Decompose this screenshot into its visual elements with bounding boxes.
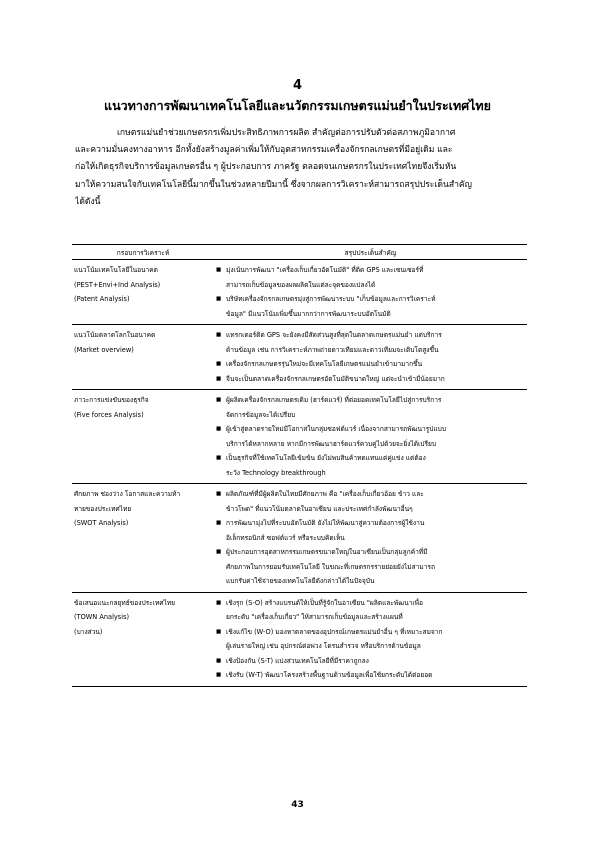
framework-label: ทายของประเทศไทย: [74, 504, 132, 513]
framework-label: (SWOT Analysis): [74, 519, 129, 527]
key-point-text: บริการได้หลากหลาย หากมีการพัฒนาฮาร์ดแวร์ควบคู่ไปด้วยจะยิ่งได้เปรียบ: [226, 439, 437, 448]
square-bullet-icon: ■: [216, 628, 222, 635]
framework-label: (บางส่วน): [74, 627, 103, 636]
table-row: [72, 484, 527, 593]
square-bullet-icon: ■: [216, 672, 222, 678]
square-bullet-icon: ■: [216, 296, 222, 302]
key-point-item: [216, 668, 527, 683]
key-point-text: ศักยภาพในการยอมรับเทคโนโลยี ในขณะที่เกษตรกรรายย่อยยังไม่สามารถ: [226, 562, 435, 571]
key-point-text: เชิงรุก (S-O) สร้างแบรนด์ให้เป็นที่รู้จักในอาเซียน "ผลิตและพัฒนาเพื่อ: [226, 598, 423, 607]
key-point-text: ข้อมูล" มีแนวโน้มเพิ่มขึ้นมากกว่าการพัฒนาระบบอัตโนมัติ: [226, 309, 391, 318]
key-point-item: [216, 328, 527, 357]
key-point-text: ผลิตภัณฑ์ที่มีผู้ผลิตในไทยมีศักยภาพ คือ "เครื่องเก็บเกี่ยวอ้อย ข้าว และ: [226, 490, 424, 498]
framework-label: (PEST+Envi+Ind Analysis): [74, 280, 161, 289]
key-point-text: อิเล็กทรอนิกส์ ซอฟต์แวร์ หรือระบบคิดเห็น: [226, 533, 345, 542]
key-point-text: ข้าวโพด" ที่แนวโน้มตลาดในอาเซียน และประเทศกำลังพัฒนาอื่นๆ: [226, 504, 413, 513]
framework-label: ข้อเสนอแนะกลยุทธ์ของประเทศไทย: [74, 598, 176, 607]
square-bullet-icon: ■: [216, 397, 222, 403]
framework-label: แนวโน้มตลาดโลกในอนาคต: [74, 331, 156, 339]
framework-cell: [72, 484, 214, 593]
table-header-row: [72, 245, 527, 260]
key-point-text: ระวัง Technology breakthrough: [226, 468, 326, 477]
key-points-cell: [214, 390, 527, 484]
square-bullet-icon: ■: [216, 426, 222, 432]
key-points-cell: [214, 325, 527, 390]
square-bullet-icon: ■: [216, 267, 222, 273]
key-point-text: เชิงป้องกัน (S-T) แบ่งส่วนเทคโนโลยีที่มีราคาถูกลง: [226, 656, 369, 665]
chapter-number: 4: [292, 78, 303, 93]
key-point-item: [216, 545, 527, 589]
chapter-title: แนวทางการพัฒนาเทคโนโลยีและนวัตกรรมเกษตรแม่นยำในประเทศไทย: [104, 98, 491, 113]
table-body: [72, 260, 527, 687]
framework-label: (TOWN Analysis): [74, 613, 130, 621]
key-point-item: [216, 393, 527, 422]
key-point-text: สามารถเก็บข้อมูลของผลผลิตในแต่ละจุดของแปลงได้: [226, 280, 376, 289]
table-row: [72, 592, 527, 686]
square-bullet-icon: ■: [216, 549, 222, 555]
header-framework: กรอบการวิเคราะห์: [72, 245, 214, 260]
key-point-text: มุ่งเน้นการพัฒนา "เครื่องเก็บเกี่ยวอัตโนมัติ" ที่ติด GPS และเซนเซอร์ที่: [226, 266, 424, 274]
key-point-text: จัดการข้อมูลจะได้เปรียบ: [226, 410, 296, 419]
key-point-text: ด้านข้อมูล เช่น การวิเคราะห์ภาพถ่ายดาวเทียมและดาวเทียมจะเติบโตสูงขึ้น: [226, 345, 439, 354]
table-row: [72, 390, 527, 484]
framework-label: (Five forces Analysis): [74, 410, 144, 419]
intro-line: ได้ดังนี้: [75, 196, 101, 207]
key-points-cell: [214, 260, 527, 325]
table-row: [72, 325, 527, 390]
framework-cell: [72, 390, 214, 484]
intro-line: เกษตรแม่นยำช่วยเกษตรกรเพิ่มประสิทธิภาพการผลิต สำคัญต่อการปรับตัวต่อสภาพภูมิอากาศ: [117, 128, 456, 138]
intro-line: และความมั่นคงทางอาหาร อีกทั้งยังสร้างมูลค่าเพิ่มให้กับอุตสาหกรรมเครื่องจักรกลเกษตรที่มีอยู่เดิม และ: [75, 145, 453, 156]
key-points-cell: [214, 592, 527, 686]
framework-label: (Market overview): [74, 345, 134, 354]
key-point-text: เป็นธุรกิจที่ใช้เทคโนโลยีเข้มข้น ยังไม่พบสินค้าทดแทนแต่คู่แข่ง แต่ต้อง: [226, 454, 426, 462]
square-bullet-icon: ■: [216, 375, 222, 382]
key-point-item: [216, 372, 527, 387]
key-point-text: ผู้เล่นรายใหญ่ เช่น อุปกรณ์ต่อพ่วง โดรนสำรวจ หรือบริการด้านข้อมูล: [226, 642, 421, 650]
key-point-item: [216, 596, 527, 625]
key-point-item: [216, 292, 527, 321]
key-point-item: [216, 516, 527, 545]
key-point-text: ผู้เข้าสู่ตลาดรายใหม่มีโอกาสในกลุ่มซอฟต์แวร์ เนื่องจากสามารถพัฒนารูปแบบ: [226, 425, 446, 433]
intro-paragraph: [75, 125, 527, 211]
key-point-item: [216, 357, 527, 372]
key-point-text: แทรกเตอร์ติด GPS จะยังคงมีสัดส่วนสูงที่สุดในตลาดเกษตรแม่นยำ แต่บริการ: [226, 331, 442, 339]
intro-line: มาให้ความสนใจกับเทคโนโลยีนี้มากขึ้นในช่วงหลายปีมานี้ ซึ่งจากผลการวิเคราะห์สามารถสรุปประเด็นสำคัญ: [75, 179, 472, 190]
key-point-text: ยกระดับ "เครื่องเก็บเกี่ยว" ให้สามารถเก็บข้อมูลและสร้างแผนที่: [226, 613, 403, 621]
square-bullet-icon: ■: [216, 455, 222, 461]
square-bullet-icon: ■: [216, 599, 222, 606]
key-point-text: ผู้ผลิตเครื่องจักรกลเกษตรเดิม (ฮาร์ดแวร์) ที่ต่อยอดเทคโนโลยีไปสู่การบริการ: [226, 396, 442, 404]
page-number: 43: [291, 800, 304, 810]
key-point-text: การพัฒนามุ่งไปที่ระบบอัตโนมัติ ยังไม่ให้พัฒนาสู่ความต้องการผู้ใช้งาน: [226, 519, 425, 527]
key-point-text: เชิงรับ (W-T) พัฒนาโครงสร้างพื้นฐานด้านข้อมูลเพื่อใช้ยกระดับได้ต่อยอด: [226, 671, 433, 679]
key-point-text: แบกรับค่าใช้จ่ายของเทคโนโลยีดังกล่าวได้ในปัจจุบัน: [226, 577, 375, 585]
square-bullet-icon: ■: [216, 332, 222, 338]
framework-cell: [72, 260, 214, 325]
square-bullet-icon: ■: [216, 491, 222, 497]
analysis-summary-table: [72, 244, 527, 687]
framework-cell: [72, 325, 214, 390]
key-point-item: [216, 263, 527, 292]
framework-label: แนวโน้มเทคโนโลยีในอนาคต: [74, 266, 158, 274]
key-points-cell: [214, 484, 527, 593]
square-bullet-icon: ■: [216, 520, 222, 526]
table-row: [72, 260, 527, 325]
framework-label: (Patent Analysis): [74, 295, 130, 303]
key-point-item: [216, 654, 527, 669]
key-point-item: [216, 451, 527, 480]
key-point-text: บริษัทเครื่องจักรกลเกษตรมุ่งสู่การพัฒนาระบบ "เก็บข้อมูลและการวิเคราะห์: [226, 295, 436, 303]
key-point-text: ผู้ประกอบการอุตสาหกรรมเกษตรขนาดใหญ่ในอาเซียนเป็นกลุ่มลูกค้าที่มี: [226, 548, 428, 556]
key-point-item: [216, 625, 527, 654]
intro-line: ก่อให้เกิดธุรกิจบริการข้อมูลเกษตรอื่น ๆ ผู้ประกอบการ ภาครัฐ ตลอดจนเกษตรกรในประเทศไทยจึงเริ่มหัน: [75, 162, 457, 173]
header-key-points: สรุปประเด็นสำคัญ: [214, 245, 527, 260]
framework-label: ศักยภาพ ช่องว่าง โอกาสและความท้า: [74, 490, 181, 498]
key-point-text: เครื่องจักรกลเกษตรรุ่นใหม่จะมีเทคโนโลยีเกษตรแม่นยำเข้ามามากขึ้น: [226, 360, 423, 368]
key-point-text: จีนจะเป็นตลาดเครื่องจักรกลเกษตรอัตโนมัติขนาดใหญ่ แต่จะนำเข้ามีน้อยมาก: [226, 374, 445, 383]
square-bullet-icon: ■: [216, 657, 222, 664]
key-point-item: [216, 422, 527, 451]
framework-label: ภาวะการแข่งขันของธุรกิจ: [74, 396, 149, 404]
framework-cell: [72, 592, 214, 686]
square-bullet-icon: ■: [216, 361, 222, 367]
key-point-item: [216, 487, 527, 516]
key-point-text: เชิงแก้ไข (W-O) มองหาตลาดของอุปกรณ์เกษตรแม่นยำอื่น ๆ ที่เหมาะสมจาก: [226, 627, 443, 636]
